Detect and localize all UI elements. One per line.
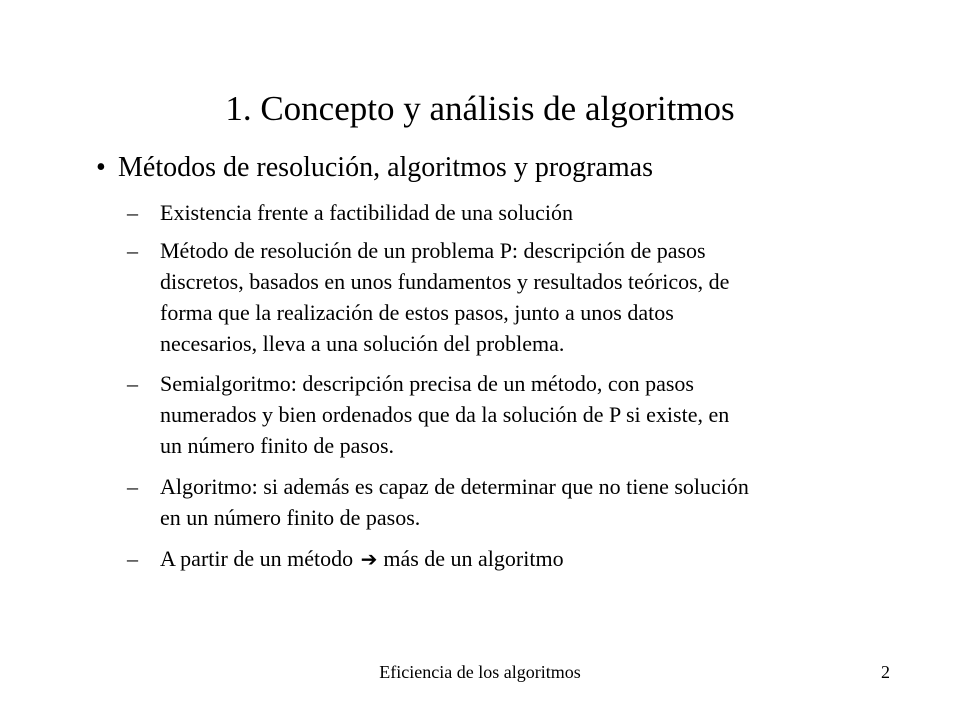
- bullet-marker: •: [96, 152, 106, 183]
- dash-marker: –: [127, 371, 138, 396]
- text-line: un número finito de pasos.: [160, 433, 395, 458]
- text-line: Existencia frente a factibilidad de una solución: [160, 200, 573, 225]
- subitem-text: [160, 235, 897, 359]
- text-line: numerados y bien ordenados que da la solución de P si existe, en: [160, 402, 730, 427]
- subitem-semialgoritmo: [127, 368, 897, 461]
- dash-marker: –: [127, 546, 138, 571]
- subitem-metodo-resolucion: [127, 235, 897, 359]
- subitem-text: [160, 543, 897, 575]
- subitem-existencia: [127, 197, 897, 228]
- subitem-text: [160, 471, 897, 533]
- main-bullet-text: Métodos de resolución, algoritmos y programas: [118, 152, 654, 183]
- dash-marker: –: [127, 200, 138, 225]
- slide-title: 1. Concepto y análisis de algoritmos: [225, 89, 735, 128]
- text-line: forma que la realización de estos pasos, junto a unos datos: [160, 300, 674, 325]
- text-line: Algoritmo: si además es capaz de determinar que no tiene solución: [160, 474, 749, 499]
- subitem-algoritmo: [127, 471, 897, 533]
- text-line: discretos, basados en unos fundamentos y resultados teóricos, de: [160, 269, 730, 294]
- text-line: en un número finito de pasos.: [160, 505, 421, 530]
- footer-text: Eficiencia de los algoritmos: [379, 662, 581, 682]
- dash-marker: –: [127, 238, 138, 263]
- subitem-text: [160, 197, 897, 228]
- dash-marker: –: [127, 474, 138, 499]
- text-line: [160, 543, 897, 575]
- subitem-text: [160, 368, 897, 461]
- text-line: Semialgoritmo: descripción precisa de un método, con pasos: [160, 371, 694, 396]
- text-line: necesarios, lleva a una solución del problema.: [160, 331, 565, 356]
- text-before-arrow: A partir de un método: [160, 546, 354, 571]
- text-line: Método de resolución de un problema P: descripción de pasos: [160, 238, 706, 263]
- subitem-a-partir-de-un-metodo: [127, 543, 897, 575]
- text-after-arrow: más de un algoritmo: [383, 546, 564, 571]
- page-number: 2: [881, 662, 890, 682]
- arrow-right-icon: ➔: [360, 547, 378, 571]
